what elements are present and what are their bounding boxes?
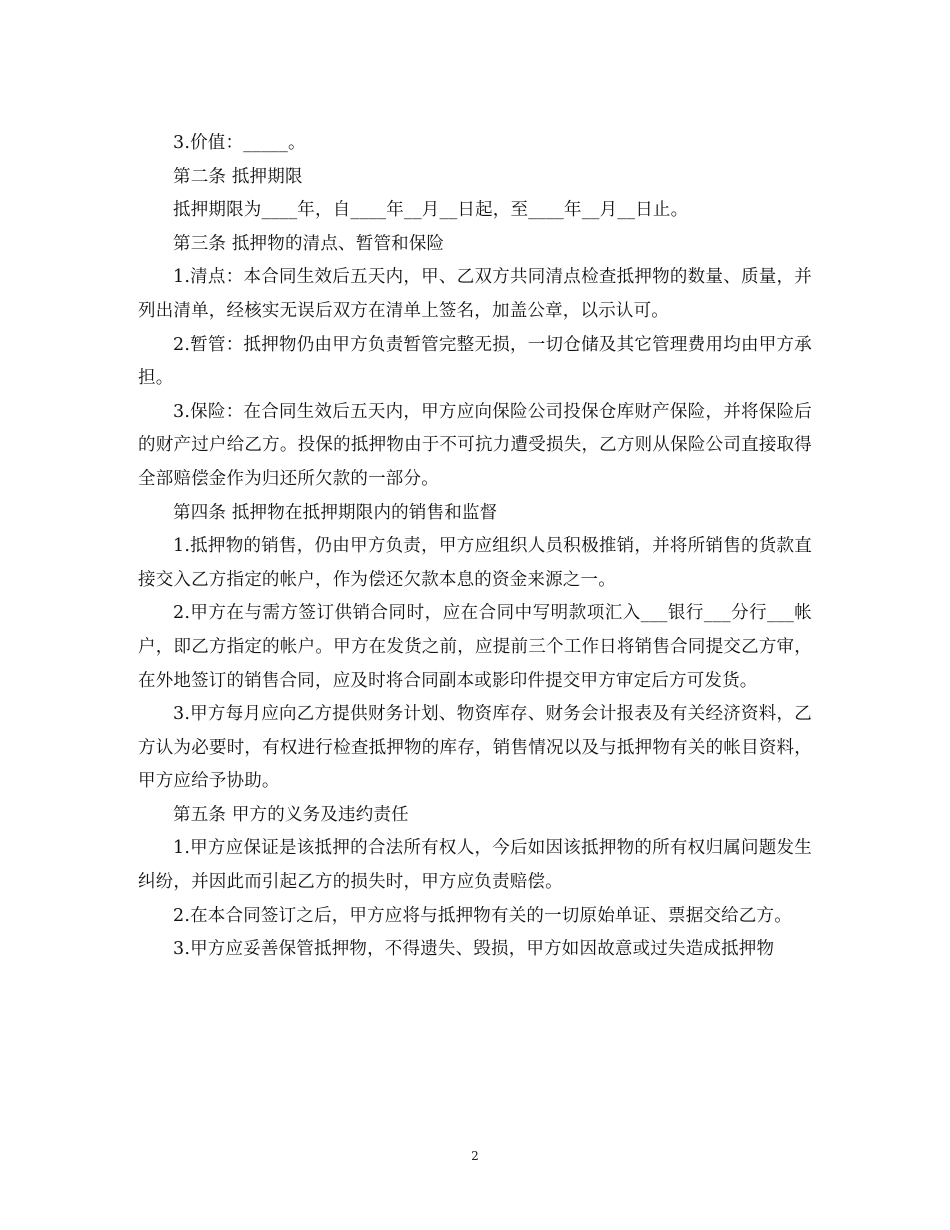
page-number: 2 — [471, 1149, 479, 1163]
monthly-report-clause: 3.甲方每月应向乙方提供财务计划、物资库存、财务会计报表及有关经济资料，乙方认为必要时，有权进行检查抵押物的库存，销售情况以及与抵押物有关的帐目资料，甲方应给予协助。 — [138, 704, 812, 792]
article-5-heading: 第五条 甲方的义务及违约责任 — [173, 804, 409, 825]
supply-contract-clause: 2.甲方在与需方签订供销合同时，应在合同中写明款项汇入___银行___分行___帐户，即乙方指定的帐户。甲方在发货之前，应提前三个工作日将销售合同提交乙方审，在外地签订的销售合同，应及时将合同副本或影印件提交甲方审定后方可发货。 — [138, 603, 812, 691]
article-2-heading: 第二条 抵押期限 — [173, 166, 303, 187]
inventory-clause: 1.清点：本合同生效后五天内，甲、乙双方共同清点检查抵押物的数量、质量，并列出清单，经核实无误后双方在清单上签名，加盖公章，以示认可。 — [138, 267, 812, 321]
article-4-heading: 第四条 抵押物在抵押期限内的销售和监督 — [173, 502, 498, 523]
mortgage-term-clause: 抵押期限为____年，自____年__月__日起，至____年__月__日止。 — [173, 200, 689, 221]
insurance-clause: 3.保险：在合同生效后五天内，甲方应向保险公司投保仓库财产保险，并将保险后的财产过户给乙方。投保的抵押物由于不可抗力遭受损失，乙方则从保险公司直接取得全部赔偿金作为归还所欠款的一部分。 — [138, 401, 812, 489]
document-body — [138, 127, 812, 967]
value-clause: 3.价值：_____。 — [173, 133, 306, 153]
documents-handover-clause: 2.在本合同签订之后，甲方应将与抵押物有关的一切原始单证、票据交给乙方。 — [173, 905, 792, 926]
sales-clause: 1.抵押物的销售，仍由甲方负责，甲方应组织人员积极推销，并将所销售的货款直接交入乙方指定的帐户，作为偿还欠款本息的资金来源之一。 — [138, 536, 812, 590]
article-3-heading: 第三条 抵押物的清点、暂管和保险 — [173, 233, 445, 254]
custody-clause: 2.暂管：抵押物仍由甲方负责暂管完整无损，一切仓储及其它管理费用均由甲方承担。 — [138, 334, 812, 389]
safekeeping-clause: 3.甲方应妥善保管抵押物，不得遗失、毁损，甲方如因故意或过失造成抵押物 — [173, 939, 775, 960]
ownership-guarantee-clause: 1.甲方应保证是该抵押的合法所有权人，今后如因该抵押物的所有权归属问题发生纠纷，并因此而引起乙方的损失时，甲方应负责赔偿。 — [138, 838, 812, 893]
